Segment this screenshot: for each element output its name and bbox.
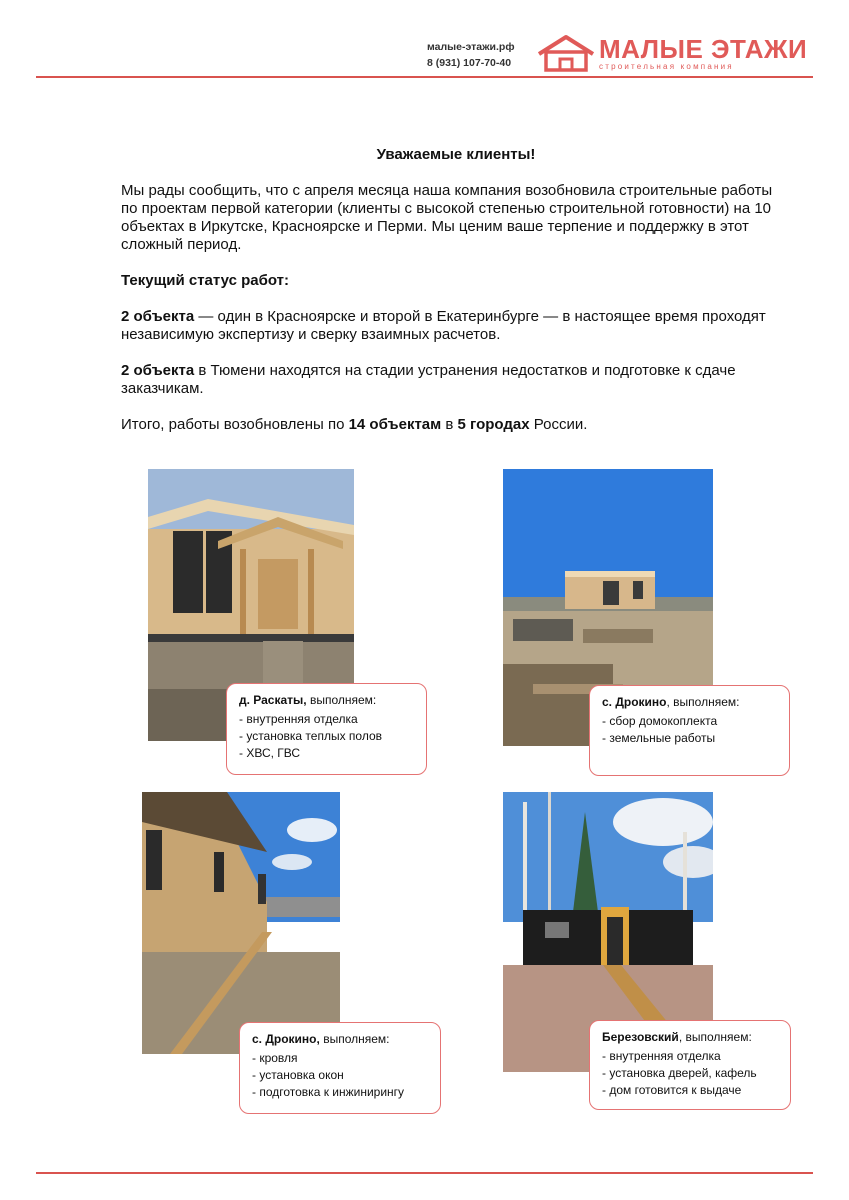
list-item: - подготовка к инжинирингу — [252, 1085, 405, 1099]
caption-drokino-1 — [589, 685, 790, 776]
total-text-e: России. — [529, 416, 588, 433]
intro-paragraph: Мы рады сообщить, что с апреля месяца наша компания возобновила строительные работы по проектам первой категории (клиенты с высокой степенью строительной готовности) на 10 объектах в Иркутске, Красноярске и Перми. Мы ценим ваше терпение и поддержку в этот сложный период. — [121, 182, 773, 253]
photo-house-drokino-2 — [142, 792, 340, 1054]
caption-suffix: , выполняем: — [678, 1030, 752, 1044]
caption-raskaty — [226, 683, 427, 775]
list-item: - установка дверей, кафель — [602, 1066, 757, 1080]
list-item: - ХВС, ГВС — [239, 746, 301, 760]
caption-place: с. Дрокино, — [252, 1032, 320, 1046]
list-item: - установка окон — [252, 1068, 344, 1082]
list-item: - сбор домокоплекта — [602, 714, 718, 728]
caption-list — [239, 711, 416, 762]
phone-number[interactable]: 8 (931) 107-70-40 — [427, 57, 512, 69]
total-objects: 14 объектам — [348, 416, 442, 433]
status-heading-text: Текущий статус работ: — [121, 272, 290, 289]
total-text-a: Итого, работы возобновлены по — [121, 416, 349, 433]
caption-title — [602, 1029, 780, 1046]
logo-title: МАЛЫЕ ЭТАЖИ — [599, 34, 808, 64]
para1-count: 2 объекта — [121, 308, 195, 325]
caption-suffix: выполняем: — [306, 693, 377, 707]
caption-place: Березовский — [602, 1030, 679, 1044]
greeting-heading: Уважаемые клиенты! — [376, 146, 536, 163]
caption-list — [602, 1048, 780, 1099]
house-logo-icon — [536, 34, 596, 74]
list-item: - внутренняя отделка — [239, 712, 358, 726]
caption-drokino-2 — [239, 1022, 441, 1114]
caption-list — [602, 713, 779, 747]
company-logo — [536, 34, 816, 76]
list-item: - установка теплых полов — [239, 729, 383, 743]
caption-title — [602, 694, 779, 711]
total-text-c: в — [441, 416, 458, 433]
status-heading — [121, 272, 791, 290]
caption-berezovsky — [589, 1020, 791, 1110]
logo-subtitle: строительная компания — [599, 62, 734, 71]
status-paragraph-2 — [121, 362, 791, 398]
header-divider — [36, 76, 813, 78]
website-address[interactable]: малые-этажи.рф — [427, 41, 515, 53]
total-cities: 5 городах — [457, 416, 530, 433]
total-paragraph — [121, 416, 791, 434]
caption-title — [239, 692, 416, 709]
letter-body — [121, 146, 791, 452]
para2-count: 2 объекта — [121, 362, 195, 379]
para1-text: — один в Красноярске и второй в Екатеринбурге — в настоящее время проходят независимую экспертизу и сверку взаимных расчетов. — [121, 308, 766, 343]
status-paragraph-1 — [121, 308, 791, 344]
caption-title — [252, 1031, 430, 1048]
list-item: - дом готовится к выдаче — [602, 1083, 742, 1097]
caption-list — [252, 1050, 430, 1101]
list-item: - внутренняя отделка — [602, 1049, 721, 1063]
list-item: - земельные работы — [602, 731, 716, 745]
list-item: - кровля — [252, 1051, 298, 1065]
caption-suffix: , выполняем: — [666, 695, 740, 709]
header-contacts — [427, 39, 515, 71]
para2-text: в Тюмени находятся на стадии устранения недостатков и подготовке к сдаче заказчикам. — [121, 362, 736, 397]
footer-divider — [36, 1172, 813, 1174]
caption-place: д. Раскаты, — [239, 693, 307, 707]
caption-suffix: выполняем: — [319, 1032, 390, 1046]
caption-place: с. Дрокино — [602, 695, 667, 709]
